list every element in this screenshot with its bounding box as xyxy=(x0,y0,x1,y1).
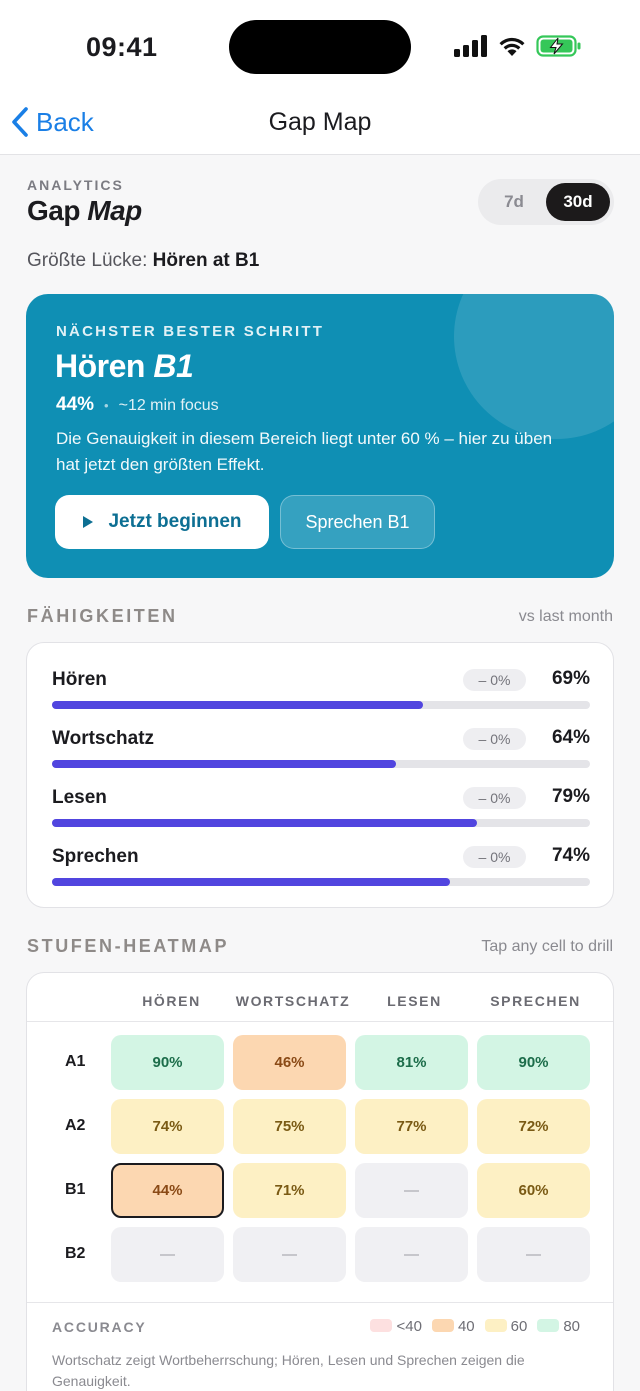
skill-percentage: 64% xyxy=(551,727,590,748)
page-title-italic: Map xyxy=(87,195,142,226)
heatmap-cell[interactable]: 81% xyxy=(355,1035,468,1090)
heatmap-cell[interactable]: — xyxy=(477,1227,590,1282)
skill-progress-fill xyxy=(52,819,477,827)
legend-item xyxy=(432,1318,475,1335)
skill-progress-track xyxy=(52,701,590,709)
heatmap-row-label: A2 xyxy=(65,1117,86,1134)
accuracy-legend-title: ACCURACY xyxy=(52,1319,147,1335)
cellular-signal-icon xyxy=(454,35,488,57)
heatmap-cell[interactable]: 90% xyxy=(111,1035,224,1090)
heatmap-cell[interactable]: 44% xyxy=(111,1163,224,1218)
skill-percentage: 79% xyxy=(551,786,590,807)
accuracy-note: Wortschatz zeigt Wortbeherrschung; Hören, Lesen und Sprechen zeigen die Genauigkeit. xyxy=(52,1352,525,1389)
legend-swatch xyxy=(485,1319,507,1332)
legend-item xyxy=(370,1318,421,1335)
start-now-button[interactable] xyxy=(55,495,269,549)
legend-item xyxy=(485,1318,528,1335)
heatmap-cell[interactable]: — xyxy=(355,1227,468,1282)
heatmap-cell[interactable]: 77% xyxy=(355,1099,468,1154)
legend-label: 80 xyxy=(563,1318,580,1335)
skill-progress-track xyxy=(52,819,590,827)
heatmap-card xyxy=(26,972,614,1391)
next-step-skill: Hören xyxy=(55,348,145,384)
heatmap-row-label: B1 xyxy=(65,1181,86,1198)
skill-name: Lesen xyxy=(52,787,107,808)
heatmap-column-sprechen: SPRECHEN xyxy=(490,993,581,1009)
skill-name: Sprechen xyxy=(52,846,139,867)
dynamic-island xyxy=(229,20,411,74)
legend-swatch xyxy=(370,1319,392,1332)
battery-charging-icon xyxy=(536,34,582,58)
heatmap-cell[interactable]: 72% xyxy=(477,1099,590,1154)
start-now-label: Jetzt beginnen xyxy=(108,511,242,532)
accuracy-legend xyxy=(370,1318,580,1335)
heatmap-cell[interactable]: — xyxy=(233,1227,346,1282)
analytics-eyebrow: ANALYTICS xyxy=(27,177,124,193)
next-step-card xyxy=(26,294,614,578)
skill-progress-fill xyxy=(52,760,396,768)
skill-name: Hören xyxy=(52,669,107,690)
back-label: Back xyxy=(36,106,94,137)
skill-progress-track xyxy=(52,760,590,768)
period-selector xyxy=(478,179,614,225)
alternative-step-button[interactable]: Sprechen B1 xyxy=(280,495,435,549)
heatmap-section-title: STUFEN-HEATMAP xyxy=(27,936,230,956)
heatmap-cell[interactable]: 60% xyxy=(477,1163,590,1218)
next-step-meta xyxy=(56,394,219,416)
skill-delta-badge: – 0% xyxy=(463,787,526,809)
heatmap-cell[interactable]: — xyxy=(355,1163,468,1218)
legend-swatch xyxy=(537,1319,559,1332)
heatmap-column-hoeren: HÖREN xyxy=(142,993,201,1009)
skill-delta-badge: – 0% xyxy=(463,669,526,691)
heatmap-cell[interactable]: — xyxy=(111,1227,224,1282)
next-step-description: Die Genauigkeit in diesem Bereich liegt unter 60 % – hier zu üben hat jetzt den größten Effekt. xyxy=(56,429,553,474)
meta-separator: • xyxy=(104,398,109,413)
skills-card xyxy=(26,642,614,908)
nav-title: Gap Map xyxy=(268,108,372,136)
heatmap-cell[interactable]: 71% xyxy=(233,1163,346,1218)
page-title-plain: Gap xyxy=(27,195,80,226)
status-icons xyxy=(454,34,582,58)
heatmap-row-label: B2 xyxy=(65,1245,86,1262)
next-step-eyebrow: NÄCHSTER BESTER SCHRITT xyxy=(56,323,325,340)
heatmap-hint: Tap any cell to drill xyxy=(481,938,613,955)
page-title xyxy=(27,195,142,227)
legend-item xyxy=(537,1318,580,1335)
skill-name: Wortschatz xyxy=(52,728,155,749)
skill-percentage: 69% xyxy=(551,668,590,689)
legend-label: <40 xyxy=(396,1318,422,1335)
heatmap-footer-divider xyxy=(27,1302,613,1303)
wifi-icon xyxy=(498,35,526,57)
next-step-level: B1 xyxy=(153,348,194,384)
biggest-gap-label: Größte Lücke: xyxy=(27,250,148,271)
skills-section-title: FÄHIGKEITEN xyxy=(27,606,178,626)
skill-progress-fill xyxy=(52,701,423,709)
skills-comparison-label: vs last month xyxy=(518,608,613,625)
play-icon xyxy=(82,515,94,529)
period-7d[interactable]: 7d xyxy=(504,192,524,211)
heatmap-cell[interactable]: 46% xyxy=(233,1035,346,1090)
biggest-gap xyxy=(27,250,259,272)
legend-label: 40 xyxy=(457,1318,475,1335)
heatmap-header-divider xyxy=(27,1021,613,1022)
heatmap-cell[interactable]: 90% xyxy=(477,1035,590,1090)
legend-label: 60 xyxy=(510,1318,528,1335)
navigation-bar xyxy=(0,92,640,155)
heatmap-cell[interactable]: 75% xyxy=(233,1099,346,1154)
next-step-title xyxy=(55,348,193,385)
status-bar xyxy=(0,0,640,92)
skill-delta-badge: – 0% xyxy=(463,728,526,750)
next-step-pct: 44% xyxy=(56,394,95,415)
skill-progress-fill xyxy=(52,878,450,886)
heatmap-column-lesen: LESEN xyxy=(387,993,442,1009)
biggest-gap-value: Hören at B1 xyxy=(152,250,260,271)
period-30d[interactable]: 30d xyxy=(546,183,610,221)
status-time: 09:41 xyxy=(86,32,158,62)
heatmap-column-wortschatz: WORTSCHATZ xyxy=(235,993,351,1009)
legend-swatch xyxy=(432,1319,454,1332)
next-step-focus: ~12 min focus xyxy=(118,397,219,414)
decorative-circle xyxy=(454,294,614,439)
skill-percentage: 74% xyxy=(551,845,590,866)
heatmap-row-label: A1 xyxy=(65,1053,86,1070)
skill-delta-badge: – 0% xyxy=(463,846,526,868)
skill-progress-track xyxy=(52,878,590,886)
heatmap-cell[interactable]: 74% xyxy=(111,1099,224,1154)
